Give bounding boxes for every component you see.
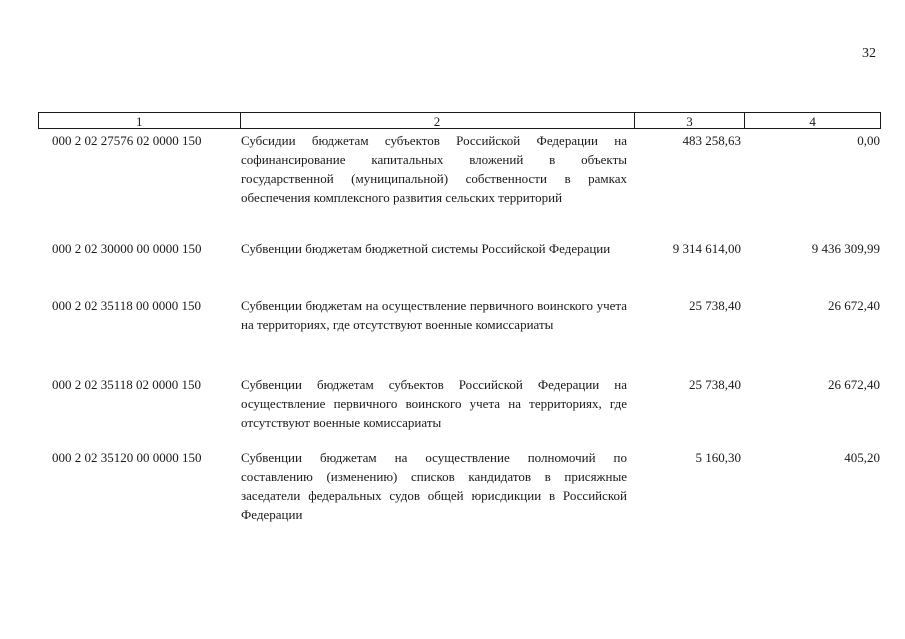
value-col-4: 405,20 <box>844 450 880 465</box>
row-description: Субвенции бюджетам на осуществление полномочий по составлению (изменению) списков кандидатов в присяжные заседатели федеральных судов общей юрисдикции в Российской Федерации <box>241 450 627 522</box>
budget-code: 000 2 02 35120 00 0000 150 <box>52 450 202 465</box>
row-description: Субвенции бюджетам субъектов Российской Федерации на осуществление первичного воинского учета на территориях, где отсутствуют военные комиссариаты <box>241 377 627 430</box>
header-col-4: 4 <box>809 114 816 129</box>
table-header <box>38 112 881 129</box>
budget-code: 000 2 02 35118 00 0000 150 <box>52 298 202 313</box>
header-col-2: 2 <box>241 113 635 128</box>
page-number: 32 <box>862 46 876 61</box>
header-col-1: 1 <box>39 113 241 128</box>
value-col-3: 483 258,63 <box>682 133 741 148</box>
value-col-3: 25 738,40 <box>689 298 741 313</box>
budget-code: 000 2 02 35118 02 0000 150 <box>52 377 202 392</box>
row-description: Субсидии бюджетам субъектов Российской Федерации на софинансирование капитальных вложений в объекты государственной (муниципальной) собственности в рамках обеспечения комплексного развития сельских территорий <box>241 133 627 205</box>
value-col-3: 9 314 614,00 <box>672 241 741 256</box>
value-col-3: 25 738,40 <box>689 377 741 392</box>
value-col-4: 26 672,40 <box>828 377 880 392</box>
budget-code: 000 2 02 30000 00 0000 150 <box>52 241 202 256</box>
budget-code: 000 2 02 27576 02 0000 150 <box>52 133 202 148</box>
value-col-4: 9 436 309,99 <box>811 241 880 256</box>
header-col-3: 3 <box>635 113 746 128</box>
value-col-4: 0,00 <box>857 133 880 148</box>
value-col-4: 26 672,40 <box>828 298 880 313</box>
row-description: Субвенции бюджетам бюджетной системы Российской Федерации <box>241 241 611 256</box>
row-description: Субвенции бюджетам на осуществление первичного воинского учета на территориях, где отсутствуют военные комиссариаты <box>241 298 627 332</box>
value-col-3: 5 160,30 <box>695 450 741 465</box>
